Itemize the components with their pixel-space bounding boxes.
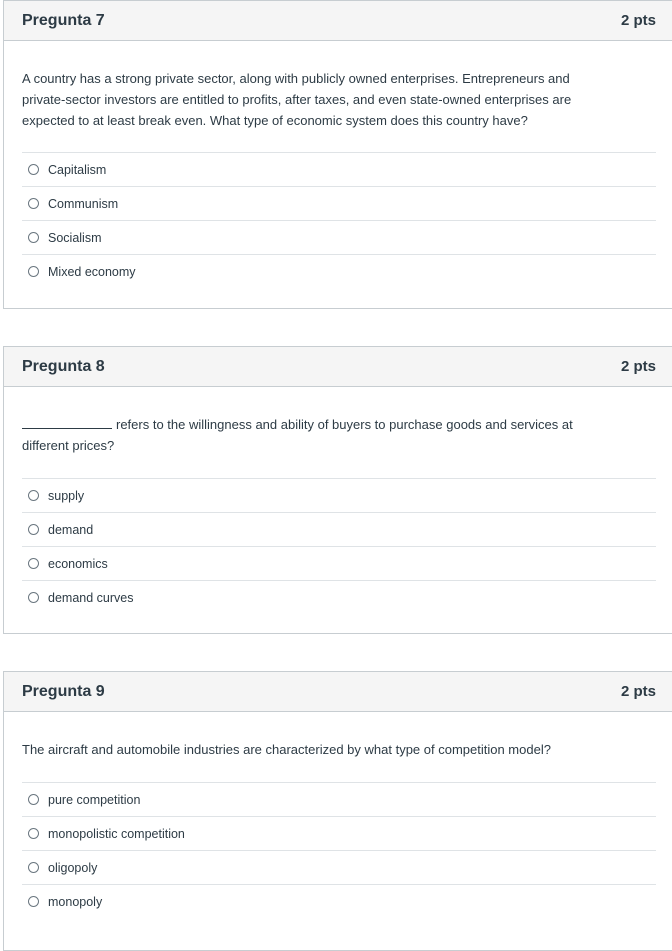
question-header — [4, 672, 672, 712]
answer-option[interactable] — [22, 782, 656, 816]
answer-label[interactable]: monopoly — [48, 894, 103, 909]
answer-option[interactable] — [22, 580, 656, 614]
answer-label[interactable]: demand — [48, 522, 94, 537]
radio-button[interactable] — [28, 558, 39, 569]
question-header — [4, 1, 672, 41]
question-points: 2 pts — [620, 358, 656, 375]
question-text: The aircraft and automobile industries are characterized by what type of competition model? — [22, 742, 551, 757]
question-text: A country has a strong private sector, along with publicly owned enterprises. Entrepreneurs and private-sector investors are entitled to profits, after taxes, and even state-owned enterprises are expected to at least break even. What type of economic system does this country have? — [22, 71, 572, 128]
radio-button[interactable] — [28, 896, 39, 907]
answer-list — [22, 152, 656, 288]
question-points: 2 pts — [620, 12, 656, 29]
question-header — [4, 347, 672, 387]
answer-label[interactable]: pure competition — [48, 792, 141, 807]
radio-button[interactable] — [28, 266, 39, 277]
radio-button[interactable] — [28, 164, 39, 175]
answer-option[interactable] — [22, 254, 656, 288]
answer-label[interactable]: monopolistic competition — [48, 826, 185, 841]
radio-button[interactable] — [28, 862, 39, 873]
radio-button[interactable] — [28, 232, 39, 243]
answer-label[interactable]: economics — [48, 556, 108, 571]
answer-label[interactable]: Mixed economy — [48, 264, 136, 279]
answer-option[interactable] — [22, 512, 656, 546]
answer-option[interactable] — [22, 220, 656, 254]
question-title: Pregunta 7 — [22, 11, 105, 29]
answer-option[interactable] — [22, 152, 656, 186]
question-7 — [3, 0, 672, 309]
answer-label[interactable]: Communism — [48, 196, 119, 211]
question-text-after-blank: refers to the willingness and ability of buyers to purchase goods and services at different prices? — [22, 417, 573, 453]
answer-label[interactable]: supply — [48, 488, 85, 503]
question-points: 2 pts — [620, 683, 656, 700]
radio-button[interactable] — [28, 490, 39, 501]
radio-button[interactable] — [28, 524, 39, 535]
answer-option[interactable] — [22, 816, 656, 850]
radio-button[interactable] — [28, 794, 39, 805]
answer-option[interactable] — [22, 884, 656, 918]
question-9 — [3, 671, 672, 951]
question-text — [4, 414, 612, 456]
answer-option[interactable] — [22, 186, 656, 220]
answer-list — [22, 782, 656, 918]
question-title: Pregunta 8 — [22, 357, 105, 375]
question-8 — [3, 346, 672, 634]
question-title: Pregunta 9 — [22, 682, 105, 700]
fill-in-blank — [22, 416, 112, 429]
answer-option[interactable] — [22, 546, 656, 580]
answer-label[interactable]: oligopoly — [48, 860, 98, 875]
radio-button[interactable] — [28, 198, 39, 209]
answer-option[interactable] — [22, 478, 656, 512]
answer-label[interactable]: Socialism — [48, 230, 102, 245]
radio-button[interactable] — [28, 592, 39, 603]
radio-button[interactable] — [28, 828, 39, 839]
answer-option[interactable] — [22, 850, 656, 884]
answer-label[interactable]: Capitalism — [48, 162, 107, 177]
answer-label[interactable]: demand curves — [48, 590, 134, 605]
answer-list — [22, 478, 656, 614]
